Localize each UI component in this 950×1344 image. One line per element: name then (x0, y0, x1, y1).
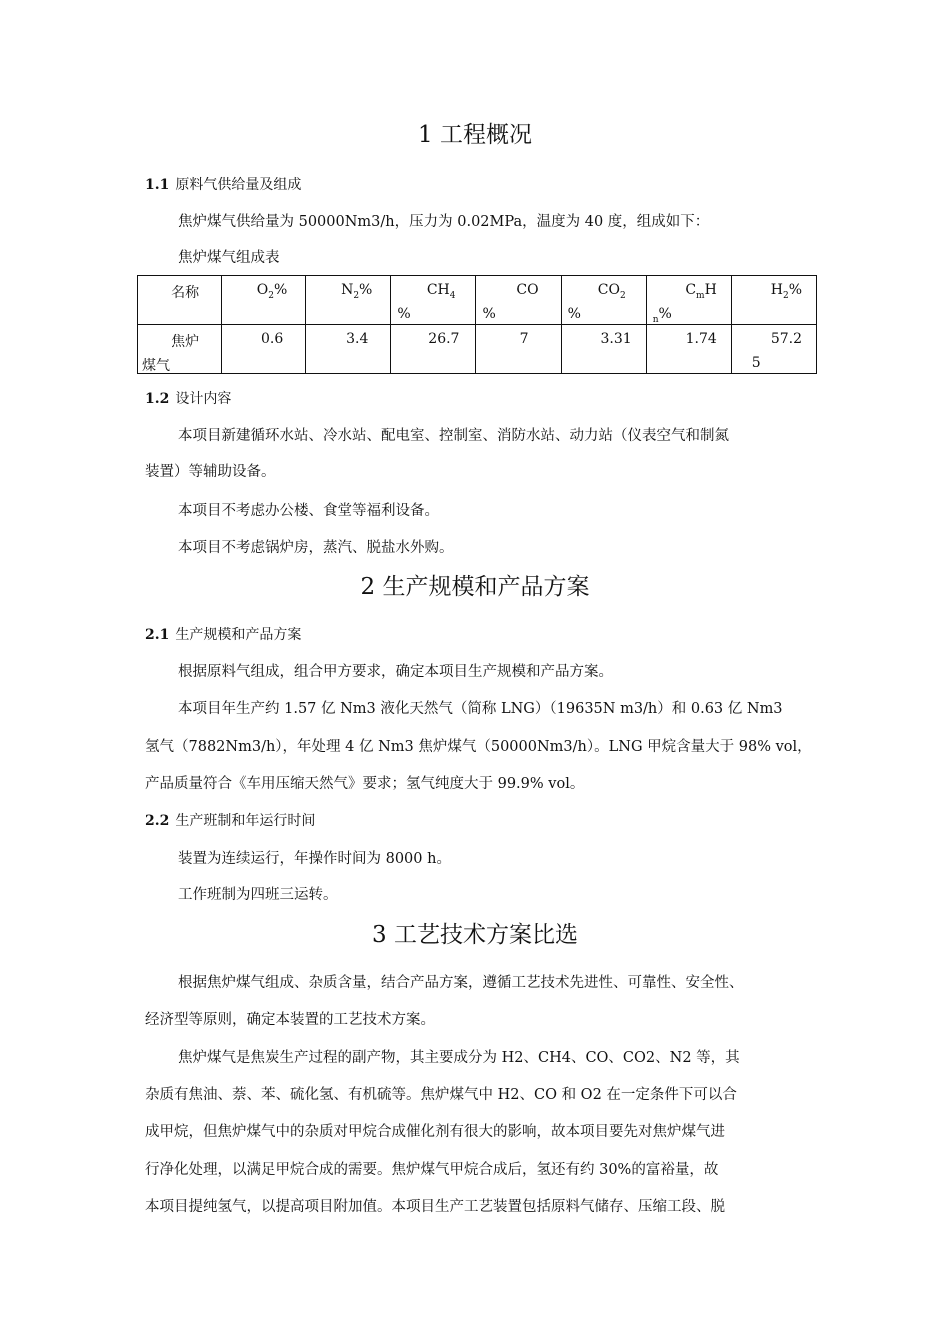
value-cell: 7 (476, 325, 561, 374)
value-cell: 1.74 (646, 325, 731, 374)
table-header-row (138, 276, 817, 325)
subsection-2-2-heading (145, 811, 315, 831)
scale-paragraph-1: 根据原料气组成，组合甲方要求，确定本项目生产规模和产品方案。 (178, 664, 613, 680)
header-cell: 名称 (138, 276, 222, 325)
value-cell: 26.7 (391, 325, 476, 374)
header-cell: $N_2\%$ (306, 276, 391, 325)
supply-paragraph: 焦炉煤气供给量为 50000Nm3/h，压力为 0.02MPa，温度为 40 度，组成如下： (178, 214, 710, 230)
shift-paragraph: 工作班制为四班三运转。 (178, 887, 338, 903)
subsection-title: 生产规模和产品方案 (175, 627, 302, 643)
subsection-number: 2.2 (145, 813, 170, 829)
composition-table (137, 275, 817, 374)
header-cell: CO % (476, 276, 561, 325)
subsection-number: 1.1 (145, 177, 170, 193)
header-cell: $C_mH$ $_n$% (646, 276, 731, 325)
tech-paragraph-1-line-2: 经济型等原则，确定本装置的工艺技术方案。 (145, 1012, 435, 1028)
value-cell: 3.4 (306, 325, 391, 374)
value-cell: 0.6 (222, 325, 306, 374)
value-cell: 3.31 (561, 325, 646, 374)
subsection-2-1-heading (145, 625, 301, 645)
value-cell: 57.2 5 (731, 325, 816, 374)
header-cell: $CO_2$ % (561, 276, 646, 325)
tech-paragraph-2-line-5: 本项目提纯氢气，以提高项目附加值。本项目生产工艺装置包括原料气储存、压缩工段、脱 (145, 1199, 725, 1215)
section-3-title: 3 工艺技术方案比选 (372, 922, 578, 948)
header-cell: $O_2\%$ (222, 276, 306, 325)
table-row (138, 325, 817, 374)
subsection-title: 生产班制和年运行时间 (175, 813, 316, 829)
scale-paragraph-2-line-3: 产品质量符合《车用压缩天然气》要求；氢气纯度大于 99.9% vol。 (145, 776, 585, 792)
tech-paragraph-1-line-1: 根据焦炉煤气组成、杂质含量，结合产品方案，遵循工艺技术先进性、可靠性、安全性、 (178, 975, 744, 991)
operation-paragraph: 装置为连续运行，年操作时间为 8000 h。 (178, 851, 451, 867)
table-caption: 焦炉煤气组成表 (178, 250, 280, 266)
tech-paragraph-2-line-3: 成甲烷，但焦炉煤气中的杂质对甲烷合成催化剂有很大的影响，故本项目要先对焦炉煤气进 (145, 1124, 725, 1140)
subsection-number: 2.1 (145, 627, 170, 643)
design-paragraph-1-line-1: 本项目新建循环水站、冷水站、配电室、控制室、消防水站、动力站（仪表空气和制氮 (178, 428, 729, 444)
tech-paragraph-2-line-1: 焦炉煤气是焦炭生产过程的副产物，其主要成分为 H2、CH4、CO、CO2、N2 等，其 (178, 1050, 740, 1066)
design-paragraph-2: 本项目不考虑办公楼、食堂等福利设备。 (178, 503, 439, 519)
subsection-title: 原料气供给量及组成 (175, 177, 302, 193)
tech-paragraph-2-line-2: 杂质有焦油、萘、苯、硫化氢、有机硫等。焦炉煤气中 H2、CO 和 O2 在一定条件下可以合 (145, 1087, 737, 1103)
design-paragraph-1-line-2: 装置）等辅助设备。 (145, 464, 276, 480)
scale-paragraph-2-line-2: 氢气（7882Nm3/h），年处理 4 亿 Nm3 焦炉煤气（50000Nm3/h）。LNG 甲烷含量大于 98% vol， (145, 739, 812, 755)
subsection-number: 1.2 (145, 391, 170, 407)
subsection-1-1-heading (145, 175, 301, 195)
section-1-title: 1 工程概况 (418, 122, 532, 148)
design-paragraph-3: 本项目不考虑锅炉房，蒸汽、脱盐水外购。 (178, 540, 454, 556)
header-cell: $CH_4$ % (391, 276, 476, 325)
subsection-title: 设计内容 (175, 391, 232, 407)
header-cell: $H_2\%$ (731, 276, 816, 325)
subsection-1-2-heading (145, 389, 231, 409)
row-name-cell: 焦炉 煤气 (138, 325, 222, 374)
section-2-title: 2 生产规模和产品方案 (360, 574, 590, 600)
tech-paragraph-2-line-4: 行净化处理，以满足甲烷合成的需要。焦炉煤气甲烷合成后，氢还有约 30%的富裕量，故 (145, 1162, 719, 1178)
scale-paragraph-2-line-1: 本项目年生产约 1.57 亿 Nm3 液化天然气（简称 LNG）（19635N m3/h）和 0.63 亿 Nm3 (178, 701, 783, 717)
